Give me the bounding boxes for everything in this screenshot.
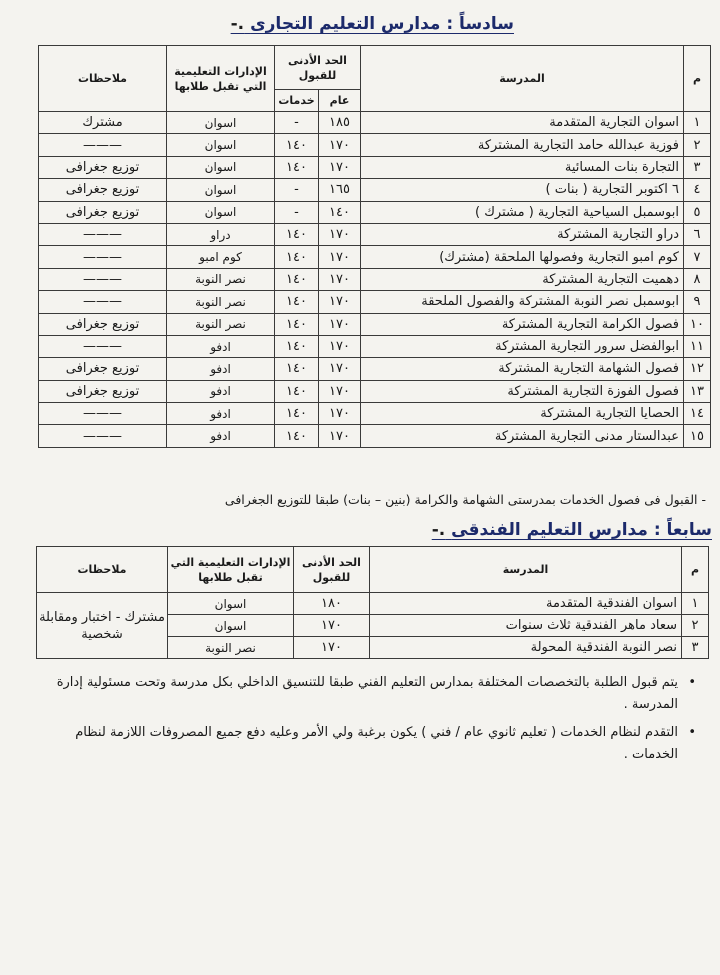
row-school: ابوسمبل نصر النوبة المشتركة والفصول الملحقة [361, 291, 684, 313]
row-num: ٨ [684, 268, 711, 290]
row-num: ١٢ [684, 358, 711, 380]
row-school: كوم امبو التجارية وفصولها الملحقة (مشترك) [361, 246, 684, 268]
table-row [39, 246, 711, 268]
row-general: ١٧٠ [319, 223, 361, 245]
row-notes: توزيع جغرافى [39, 380, 167, 402]
row-general: ١٨٥ [319, 112, 361, 134]
row-general: ١٧٠ [319, 335, 361, 357]
hotel-col-school-header: المدرسة [370, 547, 682, 593]
table-row [39, 313, 711, 335]
row-general: ١٤٠ [319, 201, 361, 223]
table-row [39, 156, 711, 178]
row-min: ١٧٠ [294, 615, 370, 637]
row-services: ١٤٠ [275, 223, 319, 245]
row-notes: مشترك [39, 112, 167, 134]
bullet-text: يتم قبول الطلبة بالتخصصات المختلفة بمدارس التعليم الفني طبقا للتنسيق الداخلي بكل مدرسة وتحت مسئولية إدارة المدرسة . [56, 675, 678, 712]
row-admin: ادفو [167, 425, 275, 447]
row-services: ١٤٠ [275, 380, 319, 402]
row-school: ٦ اكتوبر التجارية ( بنات ) [361, 179, 684, 201]
bullet-item [56, 672, 696, 716]
bullet-item [56, 722, 696, 766]
row-notes: توزيع جغرافى [39, 179, 167, 201]
col-admin-header: الإدارات التعليمية التي تقبل طلابها [167, 46, 275, 112]
hotel-col-notes-header: ملاحظات [37, 547, 168, 593]
row-admin: اسوان [168, 593, 294, 615]
row-num: ٢ [684, 134, 711, 156]
row-num: ٤ [684, 179, 711, 201]
row-general: ١٧٠ [319, 403, 361, 425]
notes-bullets [56, 672, 696, 772]
col-services-header: خدمات [275, 90, 319, 112]
row-services: - [275, 179, 319, 201]
bullet-dot-icon: • [688, 675, 696, 690]
table-row [39, 403, 711, 425]
row-services: ١٤٠ [275, 403, 319, 425]
row-services: ١٤٠ [275, 291, 319, 313]
row-num: ١٠ [684, 313, 711, 335]
row-school: اسوان التجارية المتقدمة [361, 112, 684, 134]
row-school: ابوالفضل سرور التجارية المشتركة [361, 335, 684, 357]
row-num: ٣ [684, 156, 711, 178]
row-admin: اسوان [168, 615, 294, 637]
hotel-schools-table [36, 546, 709, 659]
row-general: ١٧٠ [319, 134, 361, 156]
row-general: ١٧٠ [319, 358, 361, 380]
commercial-schools-table [38, 45, 711, 448]
row-services: ١٤٠ [275, 268, 319, 290]
row-general: ١٧٠ [319, 268, 361, 290]
row-school: دهميت التجارية المشتركة [361, 268, 684, 290]
row-school: اسوان الفندقية المتقدمة [370, 593, 682, 615]
section6-suffix: .- [230, 14, 245, 34]
row-notes: توزيع جغرافى [39, 156, 167, 178]
bullet-dot-icon: • [688, 725, 696, 740]
row-services: ١٤٠ [275, 358, 319, 380]
row-admin: نصر النوبة [168, 637, 294, 659]
section7-suffix: .- [431, 520, 446, 540]
table-row [39, 223, 711, 245]
row-admin: دراو [167, 223, 275, 245]
row-num: ١٥ [684, 425, 711, 447]
row-notes: توزيع جغرافى [39, 358, 167, 380]
hotel-col-admin-header: الإدارات التعليمية التي تقبل طلابها [168, 547, 294, 593]
row-general: ١٧٠ [319, 425, 361, 447]
row-notes: ——— [39, 134, 167, 156]
section7-title: سابعاً : مدارس التعليم الفندقى [451, 520, 712, 540]
table-row [39, 268, 711, 290]
row-notes: ——— [39, 223, 167, 245]
row-admin: نصر النوبة [167, 313, 275, 335]
row-admin: ادفو [167, 358, 275, 380]
row-num: ٧ [684, 246, 711, 268]
row-notes: ——— [39, 403, 167, 425]
row-school: سعاد ماهر الفندقية ثلاث سنوات [370, 615, 682, 637]
row-num: ٥ [684, 201, 711, 223]
row-num: ٩ [684, 291, 711, 313]
row-general: ١٧٠ [319, 380, 361, 402]
table-row [39, 380, 711, 402]
table-row [39, 425, 711, 447]
row-services: - [275, 201, 319, 223]
row-num: ١٣ [684, 380, 711, 402]
col-num-header: م [684, 46, 711, 112]
table-row [39, 201, 711, 223]
row-general: ١٧٠ [319, 156, 361, 178]
row-notes: ——— [39, 291, 167, 313]
table-row [39, 358, 711, 380]
row-admin: ادفو [167, 403, 275, 425]
row-min: ١٨٠ [294, 593, 370, 615]
row-num: ٣ [682, 637, 709, 659]
row-school: دراو التجارية المشتركة [361, 223, 684, 245]
section6-title: سادساً : مدارس التعليم التجارى [250, 14, 514, 34]
row-admin: ادفو [167, 380, 275, 402]
row-num: ١٤ [684, 403, 711, 425]
row-notes: توزيع جغرافى [39, 201, 167, 223]
row-admin: اسوان [167, 156, 275, 178]
row-school: فصول الكرامة التجارية المشتركة [361, 313, 684, 335]
row-notes: ——— [39, 335, 167, 357]
row-admin: نصر النوبة [167, 268, 275, 290]
table-row [39, 112, 711, 134]
row-admin: اسوان [167, 112, 275, 134]
row-num: ٢ [682, 615, 709, 637]
table-row [39, 134, 711, 156]
row-num: ١ [684, 112, 711, 134]
row-admin: نصر النوبة [167, 291, 275, 313]
row-admin: اسوان [167, 179, 275, 201]
row-school: فصول الشهامة التجارية المشتركة [361, 358, 684, 380]
hotel-col-min-header: الحد الأدنى للقبول [294, 547, 370, 593]
row-school: الحصايا التجارية المشتركة [361, 403, 684, 425]
table-row [39, 179, 711, 201]
row-admin: اسوان [167, 201, 275, 223]
row-school: التجارة بنات المسائية [361, 156, 684, 178]
section7-heading [432, 520, 712, 540]
row-services: ١٤٠ [275, 246, 319, 268]
row-notes: ——— [39, 425, 167, 447]
row-general: ١٧٠ [319, 313, 361, 335]
row-notes: ——— [39, 246, 167, 268]
row-notes: ——— [39, 268, 167, 290]
row-num: ١ [682, 593, 709, 615]
row-services: - [275, 112, 319, 134]
row-services: ١٤٠ [275, 425, 319, 447]
row-school: عبدالستار مدنى التجارية المشتركة [361, 425, 684, 447]
row-services: ١٤٠ [275, 156, 319, 178]
row-notes: توزيع جغرافى [39, 313, 167, 335]
bullet-text: التقدم لنظام الخدمات ( تعليم ثانوي عام / فني ) يكون برغبة ولي الأمر وعليه دفع جميع المصروفات اللازمة لنظام الخدمات . [75, 725, 678, 762]
row-admin: ادفو [167, 335, 275, 357]
row-general: ١٧٠ [319, 291, 361, 313]
row-num: ٦ [684, 223, 711, 245]
section6-heading [231, 14, 514, 34]
row-services: ١٤٠ [275, 335, 319, 357]
row-num: ١١ [684, 335, 711, 357]
col-min-header: الحد الأدنى للقبول [275, 46, 361, 90]
row-general: ١٧٠ [319, 246, 361, 268]
row-school: نصر النوبة الفندقية المحولة [370, 637, 682, 659]
table-row [39, 291, 711, 313]
row-general: ١٦٥ [319, 179, 361, 201]
commercial-footnote: - القبول فى فصول الخدمات بمدرستى الشهامة والكرامة (بنين – بنات) طبقا للتوزيع الجغرافى [224, 492, 706, 507]
row-services: ١٤٠ [275, 313, 319, 335]
row-school: ابوسمبل السياحية التجارية ( مشترك ) [361, 201, 684, 223]
hotel-col-num-header: م [682, 547, 709, 593]
row-admin: كوم امبو [167, 246, 275, 268]
col-school-header: المدرسة [361, 46, 684, 112]
table-row [39, 335, 711, 357]
row-notes: مشترك - اختبار ومقابلة شخصية [37, 593, 168, 659]
row-school: فصول الفوزة التجارية المشتركة [361, 380, 684, 402]
row-services: ١٤٠ [275, 134, 319, 156]
col-notes-header: ملاحظات [39, 46, 167, 112]
row-min: ١٧٠ [294, 637, 370, 659]
col-general-header: عام [319, 90, 361, 112]
row-school: فوزية عبدالله حامد التجارية المشتركة [361, 134, 684, 156]
row-admin: اسوان [167, 134, 275, 156]
table-row [37, 593, 709, 615]
